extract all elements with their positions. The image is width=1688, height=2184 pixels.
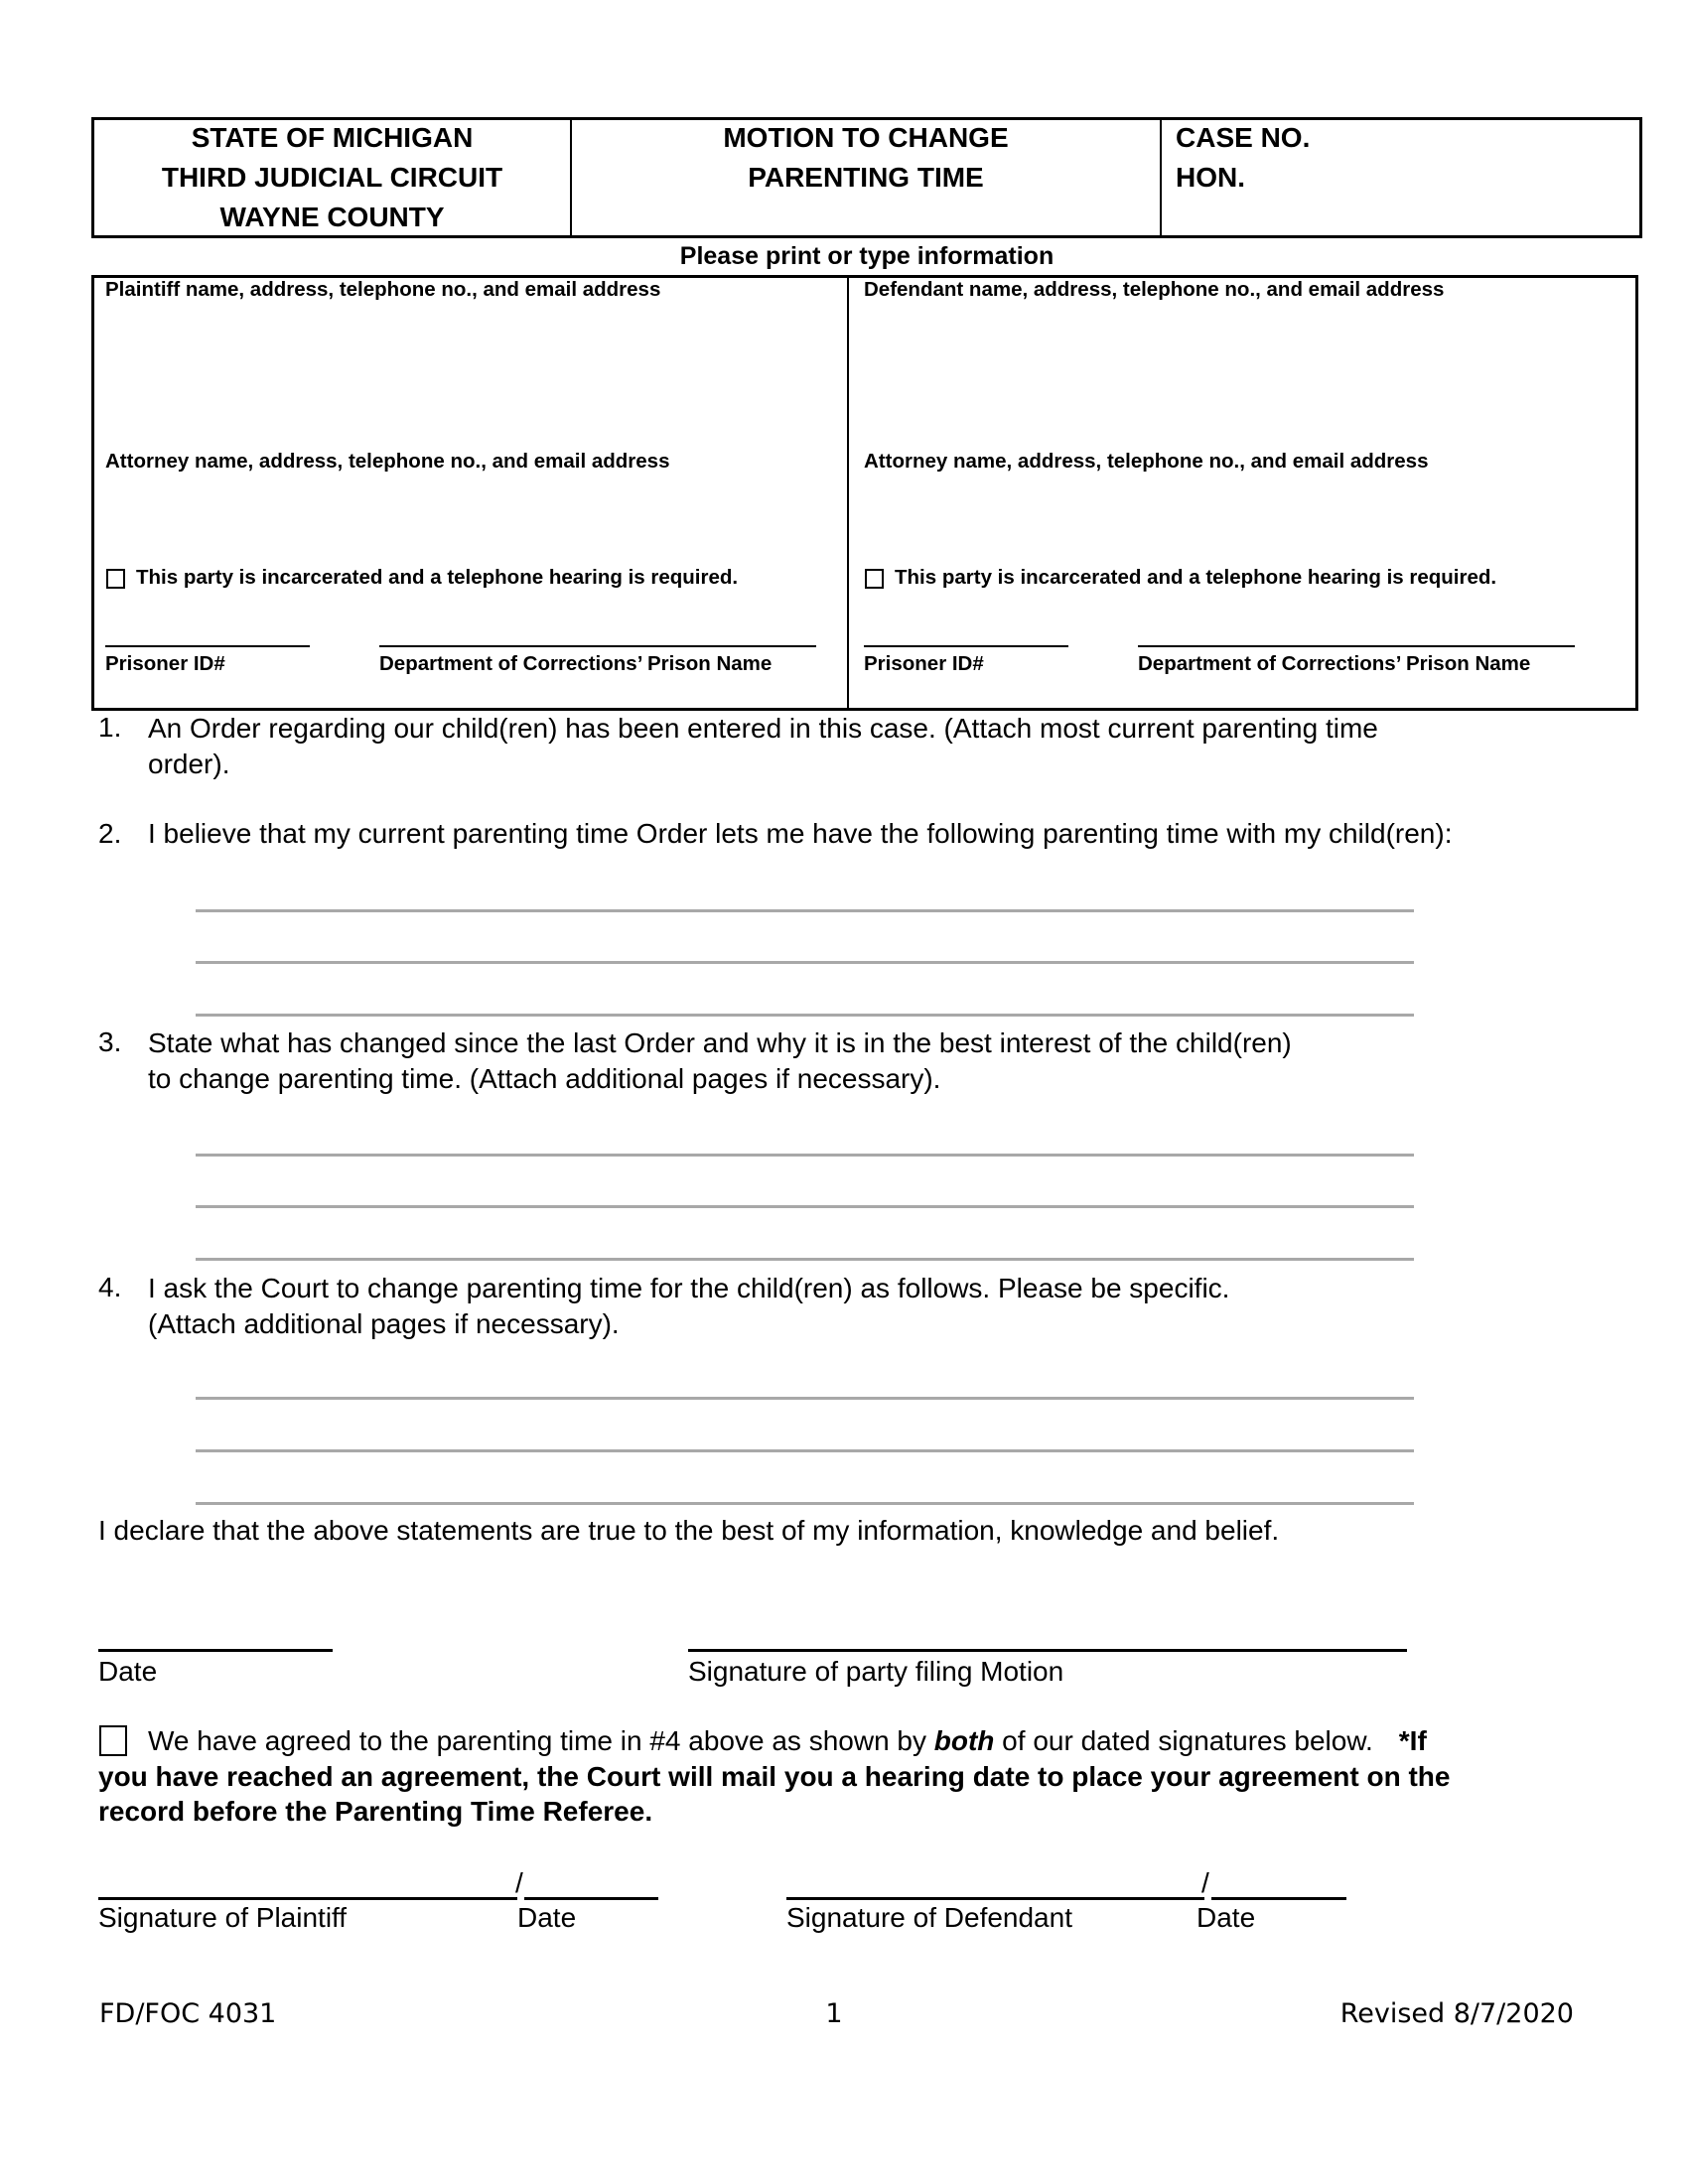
item-line: I ask the Court to change parenting time for the child(ren) as follows. Please be specific. bbox=[148, 1273, 1230, 1303]
item-number: 3. bbox=[98, 1026, 122, 1057]
agreement-text-a: We have agreed to the parenting time in #4 above as shown by bbox=[148, 1725, 934, 1756]
plaintiff-date-line[interactable] bbox=[524, 1897, 658, 1900]
defendant-prison-name-line[interactable] bbox=[1138, 645, 1575, 647]
plaintiff-incarcerated-checkbox[interactable] bbox=[106, 569, 125, 589]
court-line: STATE OF MICHIGAN bbox=[191, 122, 474, 153]
form-title bbox=[572, 118, 1160, 198]
prison-name-label: Department of Corrections’ Prison Name bbox=[1138, 652, 1531, 675]
revised-date: Revised 8/7/2020 bbox=[1339, 1998, 1574, 2029]
court-name bbox=[94, 118, 570, 237]
page-number: 1 bbox=[825, 1998, 843, 2029]
date-label: Date bbox=[517, 1902, 577, 1933]
title-line: MOTION TO CHANGE bbox=[723, 122, 1009, 153]
signature-label: Signature of party filing Motion bbox=[688, 1656, 1064, 1687]
title-line: PARENTING TIME bbox=[748, 162, 984, 193]
declaration: I declare that the above statements are true to the best of my information, knowledge and belief. bbox=[98, 1515, 1280, 1546]
defendant-incarcerated-checkbox[interactable] bbox=[865, 569, 884, 589]
defendant-attorney-field[interactable]: Attorney name, address, telephone no., and email address bbox=[864, 450, 1429, 473]
case-no-label: CASE NO. bbox=[1176, 122, 1311, 153]
plaintiff-signature-line[interactable] bbox=[98, 1897, 517, 1900]
agreement-note-start: *If bbox=[1398, 1725, 1427, 1756]
slash: / bbox=[515, 1867, 523, 1898]
agreement-note: you have reached an agreement, the Court will mail you a hearing date to place your agreement on the bbox=[98, 1761, 1451, 1792]
parties-divider bbox=[847, 275, 849, 711]
item-3-answer-line[interactable] bbox=[196, 1154, 1414, 1157]
date-label: Date bbox=[98, 1656, 158, 1687]
plaintiff-prisoner-id-line[interactable] bbox=[105, 645, 310, 647]
slash: / bbox=[1201, 1867, 1209, 1898]
item-number: 4. bbox=[98, 1272, 122, 1302]
prisoner-id-label: Prisoner ID# bbox=[105, 652, 225, 675]
form-id: FD/FOC 4031 bbox=[99, 1998, 277, 2029]
item-3-answer-line[interactable] bbox=[196, 1205, 1414, 1208]
hon-label: HON. bbox=[1176, 162, 1245, 193]
item-line: to change parenting time. (Attach additional pages if necessary). bbox=[148, 1063, 941, 1094]
instruction: Please print or type information bbox=[679, 242, 1055, 270]
prison-name-label: Department of Corrections’ Prison Name bbox=[379, 652, 773, 675]
item-2-answer-line[interactable] bbox=[196, 909, 1414, 912]
date-label: Date bbox=[1196, 1902, 1256, 1933]
plaintiff-prison-name-line[interactable] bbox=[379, 645, 816, 647]
item-1-text bbox=[148, 711, 1378, 782]
incarcerated-label: This party is incarcerated and a telephone hearing is required. bbox=[136, 566, 739, 589]
court-line: THIRD JUDICIAL CIRCUIT bbox=[161, 162, 503, 193]
item-4-answer-line[interactable] bbox=[196, 1449, 1414, 1452]
agreement-note: record before the Parenting Time Referee. bbox=[98, 1796, 653, 1827]
plaintiff-signature-label: Signature of Plaintiff bbox=[98, 1902, 348, 1933]
item-2-answer-line[interactable] bbox=[196, 1014, 1414, 1017]
item-line: order). bbox=[148, 749, 230, 779]
signature-line[interactable] bbox=[688, 1649, 1407, 1652]
item-3-answer-line[interactable] bbox=[196, 1258, 1414, 1261]
prisoner-id-label: Prisoner ID# bbox=[864, 652, 984, 675]
agreement-checkbox[interactable] bbox=[99, 1725, 127, 1756]
agreement-emphasis: both bbox=[933, 1725, 995, 1756]
defendant-date-line[interactable] bbox=[1211, 1897, 1346, 1900]
date-line[interactable] bbox=[98, 1649, 333, 1652]
defendant-info-field[interactable]: Defendant name, address, telephone no., and email address bbox=[864, 278, 1445, 301]
item-3-text bbox=[148, 1025, 1292, 1097]
plaintiff-attorney-field[interactable]: Attorney name, address, telephone no., and email address bbox=[105, 450, 670, 473]
item-2-text: I believe that my current parenting time Order lets me have the following parenting time with my child(ren): bbox=[148, 818, 1453, 849]
defendant-signature-label: Signature of Defendant bbox=[786, 1902, 1072, 1933]
item-4-text bbox=[148, 1271, 1229, 1342]
item-2-answer-line[interactable] bbox=[196, 961, 1414, 964]
defendant-signature-line[interactable] bbox=[786, 1897, 1204, 1900]
agreement-text-b: of our dated signatures below. bbox=[994, 1725, 1373, 1756]
plaintiff-info-field[interactable]: Plaintiff name, address, telephone no., and email address bbox=[105, 278, 661, 301]
agreement-text bbox=[148, 1724, 1427, 1758]
item-number: 2. bbox=[98, 818, 122, 849]
item-line: State what has changed since the last Order and why it is in the best interest of the child(ren) bbox=[148, 1027, 1292, 1058]
item-line: (Attach additional pages if necessary). bbox=[148, 1308, 620, 1339]
item-4-answer-line[interactable] bbox=[196, 1397, 1414, 1400]
case-no-field[interactable] bbox=[1176, 118, 1310, 198]
item-4-answer-line[interactable] bbox=[196, 1502, 1414, 1505]
incarcerated-label: This party is incarcerated and a telephone hearing is required. bbox=[895, 566, 1497, 589]
item-number: 1. bbox=[98, 712, 122, 743]
defendant-prisoner-id-line[interactable] bbox=[864, 645, 1068, 647]
court-line: WAYNE COUNTY bbox=[219, 202, 445, 232]
header-divider bbox=[1160, 117, 1162, 238]
item-line: An Order regarding our child(ren) has been entered in this case. (Attach most current parenting time bbox=[148, 713, 1378, 744]
